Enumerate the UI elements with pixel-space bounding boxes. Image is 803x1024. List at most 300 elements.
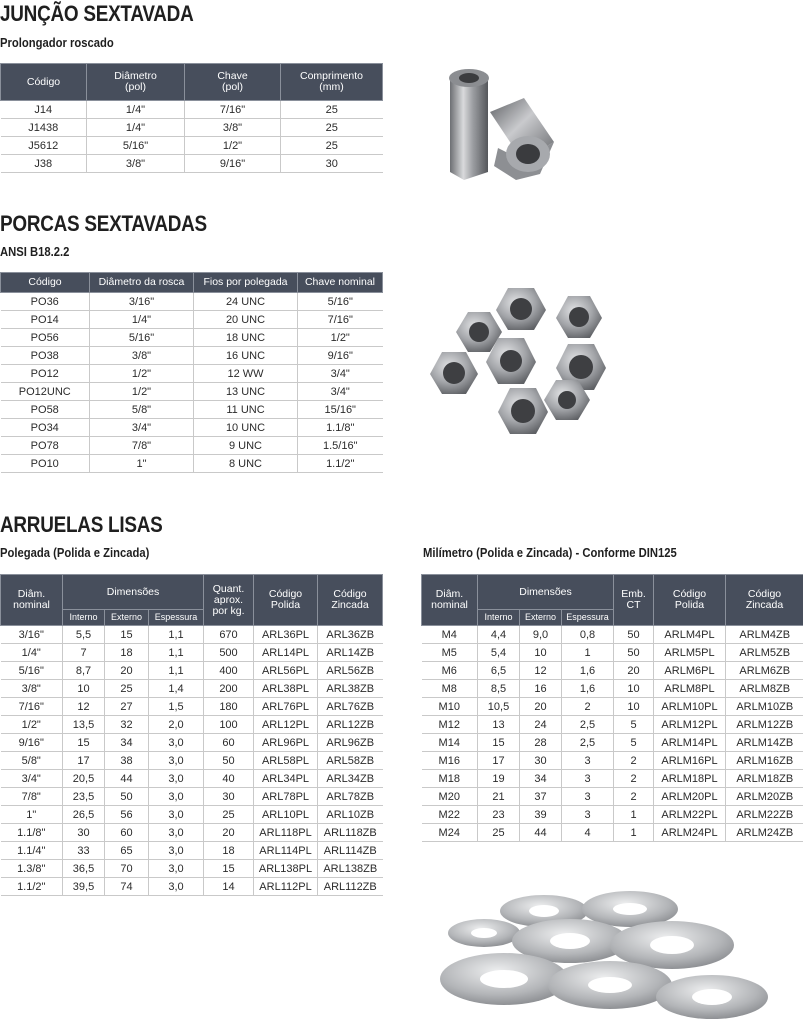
table-cell: 10 UNC <box>194 419 298 437</box>
table-cell: ARL114ZB <box>318 842 383 860</box>
table-row <box>422 662 803 680</box>
table-cell: 1 <box>562 644 614 662</box>
table-cell: 65 <box>105 842 149 860</box>
table-cell: 23,5 <box>63 788 105 806</box>
table-cell: 15 <box>105 626 149 644</box>
table-cell: 100 <box>204 716 254 734</box>
table-cell: 50 <box>614 644 654 662</box>
table-cell: M12 <box>422 716 478 734</box>
table-cell: 1 <box>614 806 654 824</box>
table-cell: 7/8" <box>90 437 194 455</box>
table-cell: 3,0 <box>149 770 204 788</box>
col-header-dimensoes: Dimensões <box>478 575 614 610</box>
table-cell: 3 <box>562 770 614 788</box>
table-cell: ARL96ZB <box>318 734 383 752</box>
table-cell: ARLM16ZB <box>726 752 803 770</box>
table-cell: 60 <box>105 824 149 842</box>
table-cell: PO38 <box>1 347 90 365</box>
table-cell: 13 UNC <box>194 383 298 401</box>
table-cell: ARLM5ZB <box>726 644 803 662</box>
table-cell: ARL10ZB <box>318 806 383 824</box>
table-row <box>1 311 383 329</box>
table-row <box>1 137 383 155</box>
table-row <box>1 347 383 365</box>
table-row <box>422 644 803 662</box>
table-cell: ARLM10ZB <box>726 698 803 716</box>
table-cell: 9/16" <box>185 155 281 173</box>
table-row <box>422 680 803 698</box>
table-cell: 25 <box>478 824 520 842</box>
table-cell: 1,1 <box>149 644 204 662</box>
col-header-interno: Interno <box>63 610 105 626</box>
arruelas-title: ARRUELAS LISAS <box>0 512 163 537</box>
table-cell: 3,0 <box>149 860 204 878</box>
table-cell: 19 <box>478 770 520 788</box>
table-cell: 2 <box>614 752 654 770</box>
table-cell: 5,4 <box>478 644 520 662</box>
table-cell: ARL36ZB <box>318 626 383 644</box>
table-cell: 7/16" <box>298 311 383 329</box>
col-header-comprimento: Comprimento (mm) <box>281 64 383 101</box>
table-row <box>1 878 383 896</box>
col-header-espessura: Espessura <box>562 610 614 626</box>
table-cell: ARLM20PL <box>654 788 726 806</box>
table-cell: 1/2" <box>298 329 383 347</box>
table-cell: 18 <box>105 644 149 662</box>
table-cell: 34 <box>105 734 149 752</box>
table-cell: 5/16" <box>90 329 194 347</box>
table-cell: ARLM8PL <box>654 680 726 698</box>
table-cell: 18 UNC <box>194 329 298 347</box>
juncao-title: JUNÇÃO SEXTAVADA <box>0 1 194 26</box>
table-row <box>1 734 383 752</box>
table-cell: 16 UNC <box>194 347 298 365</box>
table-cell: 7/16" <box>1 698 63 716</box>
table-row <box>422 626 803 644</box>
table-cell: J14 <box>1 101 87 119</box>
table-cell: 1.3/8" <box>1 860 63 878</box>
table-cell: ARLM6ZB <box>726 662 803 680</box>
table-cell: 1/2" <box>90 383 194 401</box>
table-cell: ARL114PL <box>254 842 318 860</box>
table-cell: 400 <box>204 662 254 680</box>
table-row <box>1 752 383 770</box>
table-cell: 20 <box>204 824 254 842</box>
arruelas-milimetro-table <box>421 574 803 842</box>
table-cell: 27 <box>105 698 149 716</box>
table-cell: M20 <box>422 788 478 806</box>
hex-coupling-nut-image <box>428 62 558 184</box>
table-cell: 3/8" <box>1 680 63 698</box>
table-cell: 11 UNC <box>194 401 298 419</box>
table-cell: ARLM6PL <box>654 662 726 680</box>
table-cell: 3,0 <box>149 788 204 806</box>
table-cell: 5/16" <box>87 137 185 155</box>
table-cell: 7/8" <box>1 788 63 806</box>
table-cell: 74 <box>105 878 149 896</box>
table-cell: 6,5 <box>478 662 520 680</box>
table-cell: ARL12ZB <box>318 716 383 734</box>
table-row <box>1 644 383 662</box>
table-cell: 7 <box>63 644 105 662</box>
table-cell: 1.1/2" <box>1 878 63 896</box>
table-cell: 20 UNC <box>194 311 298 329</box>
table-cell: 3/4" <box>298 383 383 401</box>
table-cell: PO10 <box>1 455 90 473</box>
col-header-externo: Externo <box>520 610 562 626</box>
table-cell: ARL138ZB <box>318 860 383 878</box>
table-cell: PO34 <box>1 419 90 437</box>
table-cell: M24 <box>422 824 478 842</box>
table-cell: ARL14PL <box>254 644 318 662</box>
table-cell: J1438 <box>1 119 87 137</box>
table-cell: ARL58ZB <box>318 752 383 770</box>
table-cell: 10 <box>63 680 105 698</box>
table-cell: ARLM16PL <box>654 752 726 770</box>
table-cell: 3 <box>562 806 614 824</box>
table-cell: 3 <box>562 752 614 770</box>
table-cell: 1/2" <box>90 365 194 383</box>
table-cell: 15 <box>204 860 254 878</box>
table-cell: 1,6 <box>562 680 614 698</box>
table-cell: ARLM8ZB <box>726 680 803 698</box>
table-cell: 24 UNC <box>194 293 298 311</box>
col-header-diam-nominal: Diâm. nominal <box>422 575 478 626</box>
table-cell: 12 <box>63 698 105 716</box>
table-cell: 1.1/4" <box>1 842 63 860</box>
table-cell: 2,5 <box>562 734 614 752</box>
table-row <box>1 437 383 455</box>
col-header-espessura: Espessura <box>149 610 204 626</box>
table-cell: 60 <box>204 734 254 752</box>
table-cell: 3/4" <box>1 770 63 788</box>
table-cell: 26,5 <box>63 806 105 824</box>
table-cell: ARL112ZB <box>318 878 383 896</box>
table-row <box>422 752 803 770</box>
table-cell: 7/16" <box>185 101 281 119</box>
table-cell: ARL76PL <box>254 698 318 716</box>
table-cell: 20 <box>105 662 149 680</box>
table-cell: M6 <box>422 662 478 680</box>
table-row <box>1 383 383 401</box>
table-cell: 1/4" <box>87 119 185 137</box>
table-cell: ARL138PL <box>254 860 318 878</box>
table-cell: 3/8" <box>87 155 185 173</box>
porcas-title: PORCAS SEXTAVADAS <box>0 211 207 236</box>
table-cell: ARL34ZB <box>318 770 383 788</box>
table-row <box>1 698 383 716</box>
table-cell: M14 <box>422 734 478 752</box>
flat-washers-image <box>420 885 803 1024</box>
table-cell: 32 <box>105 716 149 734</box>
arruelas-milimetro-subtitle: Milímetro (Polida e Zincada) - Conforme DIN125 <box>423 546 677 560</box>
table-cell: 39,5 <box>63 878 105 896</box>
table-cell: 5 <box>614 716 654 734</box>
table-cell: ARL56PL <box>254 662 318 680</box>
table-cell: ARLM24ZB <box>726 824 803 842</box>
table-cell: PO78 <box>1 437 90 455</box>
table-row <box>1 716 383 734</box>
table-cell: 30 <box>520 752 562 770</box>
table-cell: ARL96PL <box>254 734 318 752</box>
table-cell: 25 <box>281 119 383 137</box>
table-cell: 5,5 <box>63 626 105 644</box>
table-row <box>1 662 383 680</box>
table-cell: 38 <box>105 752 149 770</box>
table-cell: 5/8" <box>1 752 63 770</box>
table-cell: 1,6 <box>562 662 614 680</box>
table-cell: 39 <box>520 806 562 824</box>
table-cell: ARLM20ZB <box>726 788 803 806</box>
table-cell: ARLM4ZB <box>726 626 803 644</box>
table-cell: 3,0 <box>149 842 204 860</box>
table-cell: ARLM10PL <box>654 698 726 716</box>
table-cell: 5/8" <box>90 401 194 419</box>
table-cell: M8 <box>422 680 478 698</box>
table-cell: 44 <box>105 770 149 788</box>
table-cell: 30 <box>204 788 254 806</box>
table-row <box>1 455 383 473</box>
table-cell: 33 <box>63 842 105 860</box>
table-row <box>422 698 803 716</box>
table-cell: 3 <box>562 788 614 806</box>
table-row <box>1 155 383 173</box>
table-cell: ARL38ZB <box>318 680 383 698</box>
table-cell: ARL58PL <box>254 752 318 770</box>
table-cell: 500 <box>204 644 254 662</box>
table-cell: 3/8" <box>90 347 194 365</box>
table-cell: 25 <box>281 101 383 119</box>
table-cell: 9 UNC <box>194 437 298 455</box>
juncao-table <box>0 63 383 173</box>
table-cell: ARL118ZB <box>318 824 383 842</box>
table-cell: 5/16" <box>298 293 383 311</box>
table-row <box>1 419 383 437</box>
table-cell: 34 <box>520 770 562 788</box>
table-cell: 56 <box>105 806 149 824</box>
table-cell: 3/16" <box>1 626 63 644</box>
table-row <box>1 101 383 119</box>
table-cell: ARLM14ZB <box>726 734 803 752</box>
table-cell: 25 <box>281 137 383 155</box>
table-row <box>1 842 383 860</box>
table-cell: 17 <box>63 752 105 770</box>
table-cell: 9,0 <box>520 626 562 644</box>
table-cell: 3,0 <box>149 752 204 770</box>
table-cell: 15/16" <box>298 401 383 419</box>
table-cell: 36,5 <box>63 860 105 878</box>
table-cell: 10 <box>614 680 654 698</box>
table-cell: 23 <box>478 806 520 824</box>
table-cell: ARL10PL <box>254 806 318 824</box>
table-cell: 3,0 <box>149 806 204 824</box>
table-cell: ARLM4PL <box>654 626 726 644</box>
table-cell: PO56 <box>1 329 90 347</box>
table-cell: 28 <box>520 734 562 752</box>
table-cell: 13,5 <box>63 716 105 734</box>
table-cell: ARL36PL <box>254 626 318 644</box>
table-cell: 8 UNC <box>194 455 298 473</box>
col-header-emb-ct: Emb. CT <box>614 575 654 626</box>
table-cell: 1,5 <box>149 698 204 716</box>
table-cell: 3/8" <box>185 119 281 137</box>
table-cell: ARL78PL <box>254 788 318 806</box>
table-cell: 3,0 <box>149 878 204 896</box>
table-cell: ARLM5PL <box>654 644 726 662</box>
table-cell: M10 <box>422 698 478 716</box>
col-header-codigo-polida: Código Polida <box>654 575 726 626</box>
table-cell: J5612 <box>1 137 87 155</box>
table-cell: ARL34PL <box>254 770 318 788</box>
table-row <box>1 770 383 788</box>
table-cell: 5 <box>614 734 654 752</box>
porcas-subtitle: ANSI B18.2.2 <box>0 245 70 259</box>
table-cell: 3/4" <box>90 419 194 437</box>
table-cell: 1.1/8" <box>1 824 63 842</box>
table-cell: 2,5 <box>562 716 614 734</box>
table-row <box>422 770 803 788</box>
table-cell: 40 <box>204 770 254 788</box>
table-cell: PO12 <box>1 365 90 383</box>
table-cell: PO12UNC <box>1 383 90 401</box>
table-cell: PO36 <box>1 293 90 311</box>
table-row <box>422 824 803 842</box>
table-cell: 1/4" <box>1 644 63 662</box>
table-cell: 10 <box>614 698 654 716</box>
table-row <box>1 680 383 698</box>
table-cell: 1/2" <box>1 716 63 734</box>
table-cell: 50 <box>204 752 254 770</box>
table-cell: 3,0 <box>149 824 204 842</box>
table-cell: 1.1/8" <box>298 419 383 437</box>
table-cell: M4 <box>422 626 478 644</box>
table-cell: 1/2" <box>185 137 281 155</box>
col-header-externo: Externo <box>105 610 149 626</box>
table-row <box>1 788 383 806</box>
table-cell: 10,5 <box>478 698 520 716</box>
table-row <box>1 860 383 878</box>
table-row <box>1 824 383 842</box>
table-cell: 5/16" <box>1 662 63 680</box>
table-cell: 2 <box>562 698 614 716</box>
table-row <box>422 788 803 806</box>
table-cell: 15 <box>63 734 105 752</box>
table-cell: 1.5/16" <box>298 437 383 455</box>
table-cell: 1,1 <box>149 626 204 644</box>
table-cell: 3/4" <box>298 365 383 383</box>
col-header-codigo-polida: Código Polida <box>254 575 318 626</box>
col-header-fios: Fios por polegada <box>194 273 298 293</box>
table-row <box>1 329 383 347</box>
table-cell: ARL78ZB <box>318 788 383 806</box>
col-header-interno: Interno <box>478 610 520 626</box>
table-cell: ARLM22PL <box>654 806 726 824</box>
table-cell: 25 <box>204 806 254 824</box>
table-cell: 10 <box>520 644 562 662</box>
col-header-diametro-rosca: Diâmetro da rosca <box>90 273 194 293</box>
table-cell: 30 <box>63 824 105 842</box>
table-cell: 13 <box>478 716 520 734</box>
table-cell: 12 WW <box>194 365 298 383</box>
col-header-chave: Chave (pol) <box>185 64 281 101</box>
table-cell: ARLM12ZB <box>726 716 803 734</box>
table-cell: 44 <box>520 824 562 842</box>
col-header-codigo-zincada: Código Zincada <box>318 575 383 626</box>
table-cell: J38 <box>1 155 87 173</box>
table-cell: ARL56ZB <box>318 662 383 680</box>
table-cell: 180 <box>204 698 254 716</box>
table-cell: ARLM18ZB <box>726 770 803 788</box>
table-cell: ARL12PL <box>254 716 318 734</box>
table-cell: 1/4" <box>87 101 185 119</box>
table-row <box>422 734 803 752</box>
table-cell: 20 <box>614 662 654 680</box>
table-cell: 670 <box>204 626 254 644</box>
col-header-chave-nominal: Chave nominal <box>298 273 383 293</box>
col-header-quant: Quant. aprox. por kg. <box>204 575 254 626</box>
table-cell: 24 <box>520 716 562 734</box>
table-cell: ARLM24PL <box>654 824 726 842</box>
table-cell: ARL118PL <box>254 824 318 842</box>
table-cell: 0,8 <box>562 626 614 644</box>
table-cell: 18 <box>204 842 254 860</box>
table-cell: ARL38PL <box>254 680 318 698</box>
table-cell: ARL112PL <box>254 878 318 896</box>
table-cell: ARL14ZB <box>318 644 383 662</box>
table-cell: 20,5 <box>63 770 105 788</box>
table-cell: 16 <box>520 680 562 698</box>
table-cell: M18 <box>422 770 478 788</box>
table-cell: ARLM22ZB <box>726 806 803 824</box>
table-cell: 200 <box>204 680 254 698</box>
table-cell: PO58 <box>1 401 90 419</box>
table-row <box>1 401 383 419</box>
table-row <box>1 806 383 824</box>
table-row <box>1 626 383 644</box>
arruelas-polegada-subtitle: Polegada (Polida e Zincada) <box>0 546 150 560</box>
col-header-dimensoes: Dimensões <box>63 575 204 610</box>
table-cell: ARLM12PL <box>654 716 726 734</box>
table-cell: 8,7 <box>63 662 105 680</box>
table-cell: M16 <box>422 752 478 770</box>
table-cell: ARL76ZB <box>318 698 383 716</box>
hex-nuts-image <box>428 282 628 452</box>
porcas-table <box>0 272 383 473</box>
table-cell: 1,4 <box>149 680 204 698</box>
table-cell: 1/4" <box>90 311 194 329</box>
table-cell: 1" <box>90 455 194 473</box>
table-cell: 50 <box>105 788 149 806</box>
table-row <box>422 806 803 824</box>
table-cell: 1,1 <box>149 662 204 680</box>
table-cell: 1 <box>614 824 654 842</box>
table-cell: 1" <box>1 806 63 824</box>
arruelas-polegada-table <box>0 574 383 896</box>
table-cell: 15 <box>478 734 520 752</box>
col-header-codigo: Código <box>1 64 87 101</box>
table-cell: 9/16" <box>1 734 63 752</box>
table-cell: 1.1/2" <box>298 455 383 473</box>
table-cell: 3/16" <box>90 293 194 311</box>
table-row <box>1 293 383 311</box>
col-header-diam-nominal: Diâm. nominal <box>1 575 63 626</box>
table-row <box>422 716 803 734</box>
table-cell: ARLM14PL <box>654 734 726 752</box>
col-header-diametro: Diâmetro (pol) <box>87 64 185 101</box>
table-cell: 20 <box>520 698 562 716</box>
table-cell: 3,0 <box>149 734 204 752</box>
table-cell: 37 <box>520 788 562 806</box>
